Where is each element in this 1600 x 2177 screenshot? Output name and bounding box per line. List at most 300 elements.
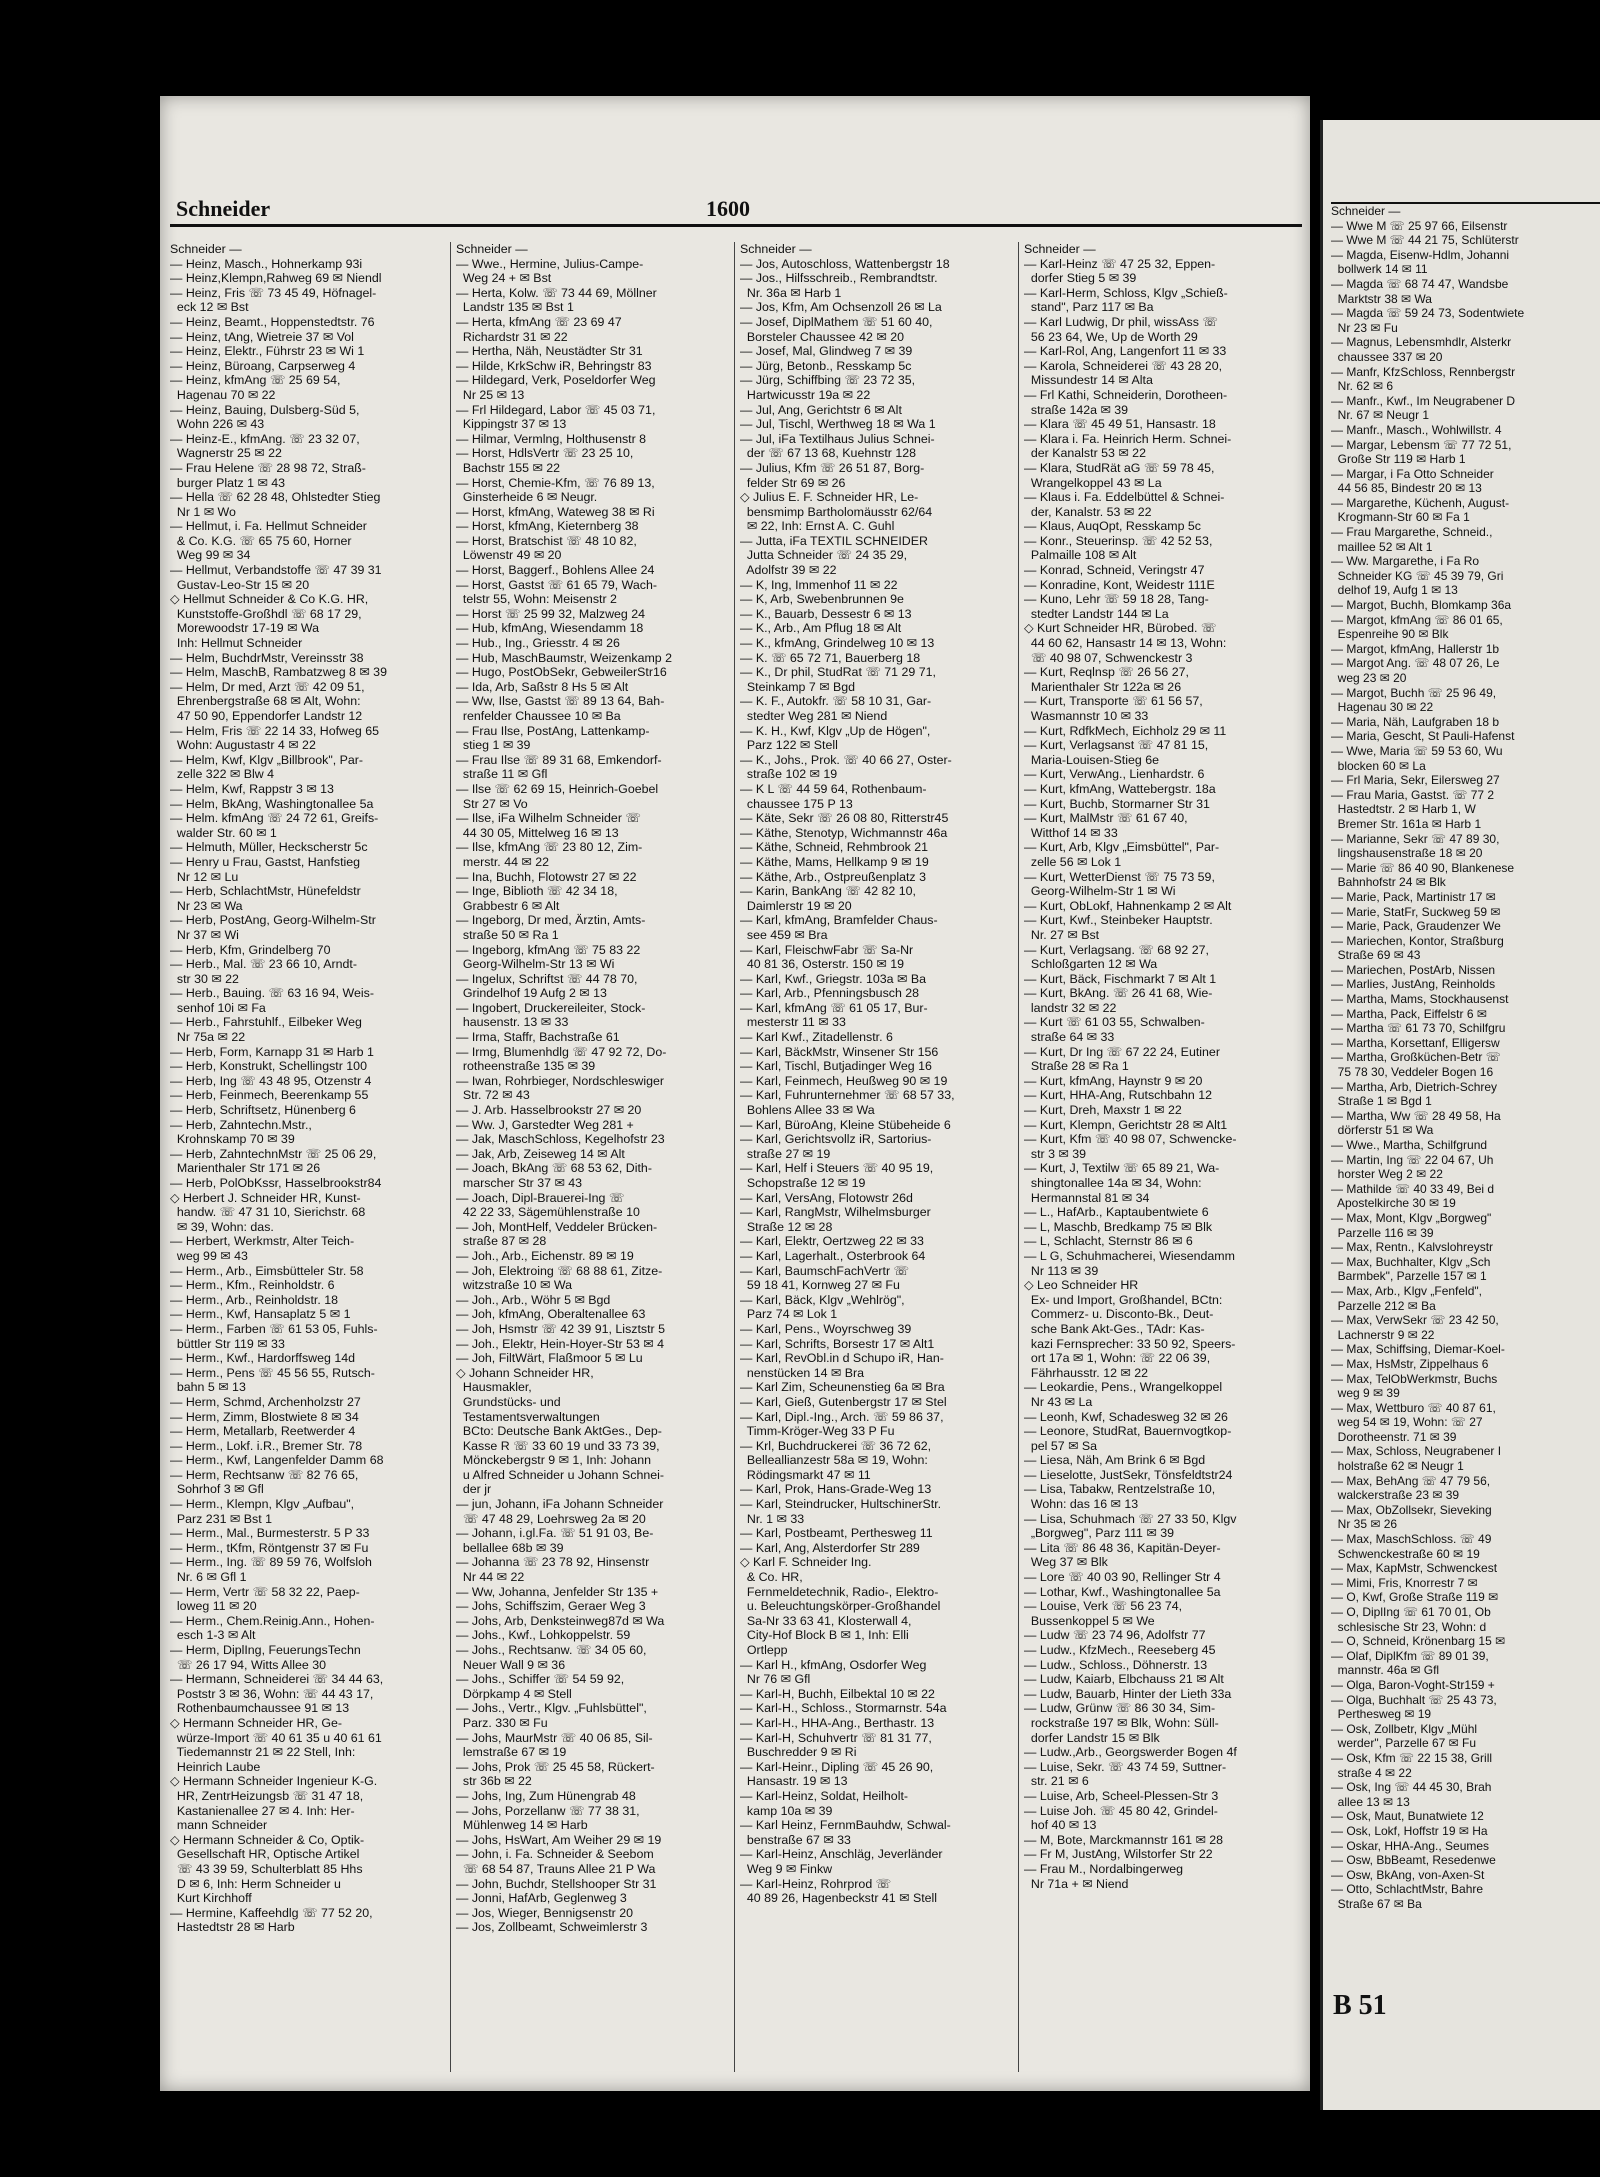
directory-entry: zelle 56 ✉ Lok 1 [1024, 854, 1122, 869]
directory-entry: — Helm, Kwf, Rappstr 3 ✉ 13 [170, 781, 334, 796]
directory-entry: — L., HafArb., Kaptaubentwiete 6 [1024, 1205, 1209, 1220]
directory-entry: — Jutta, iFa TEXTIL SCHNEIDER [740, 533, 928, 548]
header-rule [170, 224, 1302, 227]
directory-entry: dorfer Landstr 15 ✉ Blk [1024, 1730, 1160, 1745]
directory-entry: — Karl Heinz, FernmBauhdw, Schwal- [740, 1818, 951, 1833]
directory-entry: — Luise Joh. ☏ 45 80 42, Grindel- [1024, 1803, 1218, 1818]
directory-entry: — Lore ☏ 40 03 90, Rellinger Str 4 [1024, 1570, 1221, 1585]
directory-entry: Nr 75a ✉ 22 [170, 1030, 246, 1045]
directory-entry: ◇ Julius E. F. Schneider HR, Le- [740, 490, 919, 505]
directory-entry: ☏ 47 48 29, Loehrsweg 2a ✉ 20 [456, 1511, 646, 1526]
directory-entry: — Luise, Sekr. ☏ 43 74 59, Suttner- [1024, 1759, 1227, 1774]
directory-entry: — Max, Wettburo ☏ 40 87 61, [1331, 1400, 1496, 1415]
directory-entry: — Kurt, VerwAng., Lienhardstr. 6 [1024, 767, 1205, 782]
directory-entry: renfelder Chaussee 10 ✉ Ba [456, 709, 621, 723]
directory-entry: — Jul, iFa Textilhaus Julius Schnei- [740, 431, 935, 446]
directory-entry: str 30 ✉ 22 [170, 971, 239, 986]
directory-entry: Neuer Wall 9 ✉ 36 [456, 1657, 566, 1672]
directory-entry: — Joh, Elektroing ☏ 68 88 61, Zitze- [456, 1263, 663, 1278]
directory-entry: Fernmeldetechnik, Radio-, Elektro- [740, 1584, 939, 1599]
directory-entry: — L G, Schuhmacherei, Wiesendamm [1024, 1248, 1235, 1263]
directory-entry: — Kurt, Kfm ☏ 40 98 07, Schwencke- [1024, 1132, 1237, 1147]
directory-entry: Hastedtstr 28 ✉ Harb [170, 1920, 295, 1935]
directory-entry: — Kurt, J, Textilw ☏ 65 89 21, Wa- [1024, 1161, 1220, 1176]
directory-entry: — Martha, Pack, Eiffelstr 6 ✉ [1331, 1006, 1487, 1021]
directory-entry: — K. H., Kwf, Klgv „Up de Högen", [740, 723, 931, 738]
directory-entry: — Margot, kfmAng ☏ 86 01 65, [1331, 612, 1503, 627]
directory-entry: — Ilse, kfmAng ☏ 23 80 12, Zim- [456, 840, 643, 855]
directory-entry: Nr. 27 ✉ Bst [1024, 927, 1100, 942]
directory-entry: Marktstr 38 ✉ Wa [1331, 291, 1432, 306]
directory-entry: Jutta Schneider ☏ 24 35 29, [740, 548, 908, 563]
directory-entry: — L, Maschb, Bredkamp 75 ✉ Blk [1024, 1219, 1213, 1234]
directory-entry: — K., Arb., Am Pflug 18 ✉ Alt [740, 621, 902, 636]
directory-entry: rockstraße 197 ✉ Blk, Wohn: Süll- [1024, 1715, 1219, 1730]
directory-entry: eck 12 ✉ Bst [170, 300, 249, 315]
directory-entry: — Heinz, Fris ☏ 73 45 49, Höfnagel- [170, 285, 377, 300]
directory-entry: — Karl, Ang, Alsterdorfer Str 289 [740, 1540, 920, 1555]
directory-entry: ✉ 22, Inh: Ernst A. C. Guhl [740, 519, 895, 534]
directory-entry: Grindelhof 19 Aufg 2 ✉ 13 [456, 986, 607, 1001]
directory-entry: allee 13 ✉ 13 [1331, 1794, 1410, 1809]
directory-entry: — Jos., Hilfsschreib., Rembrandtstr. [740, 271, 938, 286]
directory-entry: stand", Parz 117 ✉ Ba [1024, 300, 1154, 315]
directory-entry: handw. ☏ 47 31 10, Sierichstr. 68 [170, 1205, 366, 1220]
directory-entry: — Joach, BkAng ☏ 68 53 62, Dith- [456, 1161, 652, 1176]
directory-entry: Kasse R ☏ 33 60 19 und 33 73 39, [456, 1438, 660, 1453]
directory-entry: — Herm., Kwf., Hardorffsweg 14d [170, 1351, 356, 1366]
directory-entry: — Karl Zim, Scheunenstieg 6a ✉ Bra [740, 1380, 945, 1395]
directory-entry: — Liesa, Näh, Am Brink 6 ✉ Bgd [1024, 1453, 1206, 1468]
directory-entry: — Julius, Kfm ☏ 26 51 87, Borg- [740, 460, 925, 475]
directory-entry: Weg 9 ✉ Finkw [740, 1861, 833, 1876]
directory-entry: — Herb, Konstrukt, Schellingstr 100 [170, 1059, 367, 1074]
directory-entry: — Herm., Chem.Reinig.Ann., Hohen- [170, 1613, 375, 1628]
directory-entry: — Henry u Frau, Gastst, Hanfstieg [170, 854, 361, 869]
directory-entry: Georg-Wilhelm-Str 13 ✉ Wi [456, 957, 615, 972]
directory-entry: — Hella ☏ 62 28 48, Ohlstedter Stieg [170, 490, 381, 505]
directory-entry: — Max, MaschSchloss. ☏ 49 [1331, 1532, 1492, 1547]
directory-entry: — Ww, Johanna, Jenfelder Str 135 + [456, 1584, 659, 1599]
directory-entry: — Heinz, Büroang, Carpserweg 4 [170, 358, 356, 373]
directory-entry: — Kurt, Transporte ☏ 61 56 57, [1024, 694, 1203, 709]
directory-entry: — Herb, PostAng, Georg-Wilhelm-Str [170, 913, 376, 928]
directory-entry: — Hub, MaschBaumstr, Weizenkamp 2 [456, 650, 673, 665]
directory-entry: chaussee 337 ✉ 20 [1331, 349, 1443, 364]
directory-entry: — Martha, Mams, Stockhausenst [1331, 992, 1509, 1007]
directory-entry: senhof 10i ✉ Fa [170, 1000, 266, 1015]
directory-entry: — Martha, Korsettanf, Elligersw [1331, 1035, 1500, 1050]
directory-entry: 56 23 64, We, Up de Worth 29 [1024, 329, 1198, 344]
directory-entry: — Marie ☏ 86 40 90, Blankenese [1331, 860, 1515, 875]
directory-entry: ort 17a ✉ 1, Wohn: ☏ 22 06 39, [1024, 1351, 1211, 1366]
directory-entry: — Max, Arb., Klgv „Fenfeld", [1331, 1283, 1482, 1298]
directory-entry: Grundstücks- und [456, 1394, 561, 1409]
directory-column-4 [1024, 242, 1298, 2082]
directory-entry: HR, ZentrHeizungsb ☏ 31 47 18, [170, 1788, 364, 1803]
directory-entry: — Hellmut, i. Fa. Hellmut Schneider [170, 519, 367, 534]
directory-entry: — Heinz, Elektr., Führstr 23 ✉ Wi 1 [170, 344, 365, 359]
directory-entry: — Ludw, Grünw ☏ 86 30 34, Sim- [1024, 1701, 1216, 1716]
directory-entry: — Inge, Biblioth ☏ 42 34 18, [456, 884, 618, 899]
directory-entry: — Olaf, DiplKfm ☏ 89 01 39, [1331, 1648, 1489, 1663]
directory-entry: Nr. 1 ✉ 33 [740, 1511, 805, 1526]
directory-entry: rotheenstraße 135 ✉ 39 [456, 1059, 596, 1074]
directory-entry: Buschredder 9 ✉ Ri [740, 1745, 857, 1760]
directory-entry: Bachstr 155 ✉ 22 [456, 460, 561, 475]
directory-entry: — Karl, Prok, Hans-Grade-Weg 13 [740, 1482, 932, 1497]
directory-entry: — Magnus, Lebensmhdlr, Alsterkr [1331, 335, 1512, 350]
directory-entry: — Horst, Baggerf., Bohlens Allee 24 [456, 563, 655, 578]
directory-entry: — Louise, Verk ☏ 56 23 74, [1024, 1599, 1183, 1614]
directory-entry: Nr 23 ✉ Fu [1331, 320, 1398, 335]
directory-entry: — Heinz, Bauing, Dulsberg-Süd 5, [170, 402, 360, 417]
directory-entry: Morewoodstr 17-19 ✉ Wa [170, 621, 320, 636]
directory-entry: Große Str 119 ✉ Harb 1 [1331, 452, 1466, 467]
directory-entry: — Herm., Arb., Reinholdstr. 18 [170, 1292, 339, 1307]
directory-entry: — Herm, DiplIng, FeuerungsTechn [170, 1643, 361, 1657]
directory-entry: weg 54 ✉ 19, Wohn: ☏ 27 [1331, 1415, 1483, 1430]
directory-entry: — Kurt, kfmAng, Haynstr 9 ✉ 20 [1024, 1073, 1203, 1088]
directory-entry: — Karl, Tischl, Butjadinger Weg 16 [740, 1059, 932, 1074]
directory-entry: — Ida, Arb, Saßstr 8 Hs 5 ✉ Alt [456, 679, 629, 694]
directory-entry: — Hermine, Kaffeehdlg ☏ 77 52 20, [170, 1905, 373, 1920]
directory-entry: — Herb, Zahntechn.Mstr., [170, 1117, 312, 1132]
column-divider [1018, 242, 1019, 2072]
directory-entry: — Jonni, HafArb, Geglenweg 3 [456, 1891, 627, 1906]
directory-entry: — Hugo, PostObSekr, GebweilerStr16 [456, 665, 667, 680]
directory-entry: holstraße 62 ✉ Neugr 1 [1331, 1459, 1464, 1474]
directory-entry: shingtonallee 14a ✉ 34, Wohn: [1024, 1176, 1202, 1190]
directory-entry: hof 40 ✉ 13 [1024, 1818, 1097, 1833]
directory-entry: — Helmuth, Müller, Heckscherstr 5c [170, 840, 368, 855]
directory-entry: felder Str 69 ✉ 26 [740, 475, 846, 490]
directory-entry: — Hildegard, Verk, Poseldorfer Weg [456, 373, 656, 388]
directory-entry: Straße 1 ✉ Bgd 1 [1331, 1094, 1432, 1109]
directory-entry: Marienthaler Str 122a ✉ 26 [1024, 679, 1182, 694]
directory-entry: — Marie, Pack, Martinistr 17 ✉ [1331, 889, 1496, 904]
directory-entry: Hausmakler, [456, 1380, 532, 1395]
directory-entry: — Osw, BbBeamt, Resedenwe [1331, 1853, 1496, 1868]
directory-entry: pel 57 ✉ Sa [1024, 1438, 1098, 1453]
directory-entry: — Fr M, JustAng, Wilstorfer Str 22 [1024, 1847, 1213, 1862]
directory-entry: — Herb, ZahntechnMstr ☏ 25 06 29, [170, 1146, 377, 1161]
directory-entry: — L, Schlacht, Sternstr 86 ✉ 6 [1024, 1234, 1193, 1249]
directory-entry: Dorotheenstr. 71 ✉ 39 [1331, 1429, 1457, 1444]
directory-entry: — Martha ☏ 61 73 70, Schilfgru [1331, 1021, 1506, 1036]
directory-entry: — K., Johs., Prok. ☏ 40 66 27, Oster- [740, 752, 952, 767]
directory-entry: — Joh, FiltWärt, Flaßmoor 5 ✉ Lu [456, 1351, 643, 1366]
directory-entry: lemstraße 67 ✉ 19 [456, 1745, 567, 1760]
directory-entry: — Irmg, Blumenhdlg ☏ 47 92 72, Do- [456, 1044, 667, 1059]
directory-entry: Wohn 226 ✉ 43 [170, 417, 265, 432]
directory-entry: Weg 99 ✉ 34 [170, 548, 251, 563]
directory-entry: — Herm., Kfm., Reinholdstr. 6 [170, 1278, 335, 1293]
directory-entry: — Johs, Schiffszim, Geraer Weg 3 [456, 1599, 646, 1614]
directory-column-3 [740, 242, 1014, 2082]
directory-entry: — Martha, Großküchen-Betr ☏ [1331, 1050, 1501, 1065]
directory-entry: — Maria, Näh, Laufgraben 18 b [1331, 714, 1500, 729]
directory-entry: Hansastr. 19 ✉ 13 [740, 1774, 848, 1789]
directory-entry: ◇ Hermann Schneider HR, Ge- [170, 1715, 343, 1730]
directory-entry: Schwenckestraße 60 ✉ 19 [1331, 1546, 1480, 1561]
directory-entry: — Joh, MontHelf, Veddeler Brücken- [456, 1219, 658, 1234]
directory-entry: Parzelle 116 ✉ 39 [1331, 1225, 1434, 1240]
directory-entry: — Jos, Wieger, Bennigsenstr 20 [456, 1905, 633, 1920]
directory-entry: — Herb., Bauing. ☏ 63 16 94, Weis- [170, 986, 374, 1001]
directory-entry: — Jürg, Schiffbing ☏ 23 72 35, [740, 373, 916, 388]
directory-entry: Hastedtstr. 2 ✉ Harb 1, W [1331, 802, 1476, 817]
directory-entry: — Kurt, WetterDienst ☏ 75 73 59, [1024, 869, 1215, 884]
directory-entry: — Herm, Metallarb, Reetwerder 4 [170, 1424, 356, 1439]
directory-entry: Marienthaler Str 171 ✉ 26 [170, 1161, 321, 1176]
directory-entry: — Oskar, HHA-Ang., Seumes [1331, 1838, 1490, 1853]
directory-entry: — Johanna ☏ 23 78 92, Hinsenstr [456, 1555, 650, 1570]
directory-entry: nenstücken 14 ✉ Bra [740, 1365, 865, 1380]
directory-entry: — Johs, MaurMstr ☏ 40 06 85, Sil- [456, 1730, 653, 1745]
directory-entry: 40 81 36, Osterstr. 150 ✉ 19 [740, 957, 904, 972]
directory-entry: der, Kanalstr. 53 ✉ 22 [1024, 504, 1152, 519]
directory-entry: Lachnerstr 9 ✉ 22 [1331, 1327, 1435, 1342]
column-divider [734, 242, 735, 2072]
directory-entry: — Karl-H., Schloss., Stormarnstr. 54a [740, 1701, 947, 1716]
directory-entry: Timm-Kröger-Weg 33 P Fu [740, 1424, 895, 1439]
directory-entry: — Johs, Arb, Denksteinweg87d ✉ Wa [456, 1613, 665, 1628]
directory-entry: — Johs., Schiffer ☏ 54 59 92, [456, 1672, 625, 1687]
directory-entry: — Helm, BuchdrMstr, Vereinsstr 38 [170, 650, 364, 665]
directory-entry: — K. F., Autokfr. ☏ 58 10 31, Gar- [740, 694, 932, 709]
directory-entry: ◇ Hermann Schneider Ingenieur K-G. [170, 1774, 378, 1789]
directory-entry: — Ww. J, Garstedter Weg 281 + [456, 1117, 634, 1132]
directory-entry: — Frau Ilse ☏ 89 31 68, Emkendorf- [456, 752, 662, 767]
directory-entry: Wrangelkoppel 43 ✉ La [1024, 475, 1162, 490]
column-head: Schneider — [1331, 204, 1401, 218]
directory-entry: — Osk, Lokf, Hoffstr 19 ✉ Ha [1331, 1823, 1488, 1838]
directory-entry: — Kurt, MalMstr ☏ 61 67 40, [1024, 811, 1188, 826]
directory-entry: — Karl Ludwig, Dr phil, wissAss ☏ [1024, 314, 1218, 329]
directory-entry: — Käte, Sekr ☏ 26 08 80, Ritterstr45 [740, 811, 949, 826]
directory-entry: — Max, VerwSekr ☏ 23 42 50, [1331, 1313, 1499, 1328]
directory-entry: — Karl, Fuhrunternehmer ☏ 68 57 33, [740, 1088, 955, 1103]
directory-entry: dorfer Stieg 5 ✉ 39 [1024, 271, 1137, 286]
directory-entry: — Herb, PolObKssr, Hasselbrookstr84 [170, 1176, 382, 1190]
directory-entry: Wohn: Augustastr 4 ✉ 22 [170, 738, 316, 753]
directory-entry: Nr. 36a ✉ Harb 1 [740, 285, 842, 300]
directory-entry: — Wwe., Martha, Schilfgrund [1331, 1138, 1488, 1152]
directory-entry: straße 142a ✉ 39 [1024, 402, 1129, 417]
directory-entry: — Max, KapMstr, Schwenckest [1331, 1561, 1498, 1576]
directory-entry: — Hermann, Schneiderei ☏ 34 44 63, [170, 1672, 384, 1687]
directory-entry: — Lisa, Schuhmach ☏ 27 33 50, Klgv [1024, 1511, 1237, 1526]
directory-entry: ☏ 40 98 07, Schwenckestr 3 [1024, 650, 1193, 665]
directory-entry: — Herm., Arb., Eimsbütteler Str. 58 [170, 1263, 364, 1278]
directory-entry: — Herb, Form, Karnapp 31 ✉ Harb 1 [170, 1044, 374, 1059]
directory-entry: bahn 5 ✉ 13 [170, 1380, 246, 1395]
directory-entry: — Karl, RevObl.in d Schupo iR, Han- [740, 1351, 944, 1366]
directory-entry: Parz. 330 ✉ Fu [456, 1715, 548, 1730]
directory-entry: Ortlepp [740, 1643, 788, 1657]
directory-entry: — Max, HsMstr, Zippelhaus 6 [1331, 1356, 1489, 1371]
directory-entry: Parz 74 ✉ Lok 1 [740, 1307, 838, 1322]
directory-entry: — Ludw ☏ 23 74 96, Adolfstr 77 [1024, 1628, 1206, 1643]
directory-entry: Grabbestr 6 ✉ Alt [456, 898, 560, 913]
directory-entry: — Olga, Baron-Voght-Str159 + [1331, 1677, 1495, 1692]
column-head: Schneider — [740, 242, 812, 256]
directory-entry: — Ingelux, Schriftst ☏ 44 78 70, [456, 971, 638, 986]
directory-entry: — Helm, Dr med, Arzt ☏ 42 09 51, [170, 679, 365, 694]
directory-entry: — Joh, Hsmstr ☏ 42 39 91, Lisztstr 5 [456, 1321, 665, 1336]
directory-entry: — Herm, Rechtsanw ☏ 82 76 65, [170, 1467, 359, 1482]
directory-column-2 [456, 242, 730, 2082]
directory-entry: — Mariechen, PostArb, Nissen [1331, 962, 1496, 977]
directory-entry: — Heinz, tAng, Wietreie 37 ✉ Vol [170, 329, 354, 344]
directory-entry: — Margot Ang. ☏ 48 07 26, Le [1331, 656, 1500, 671]
directory-entry: — Karl, Dipl.-Ing., Arch. ☏ 59 86 37, [740, 1409, 944, 1424]
directory-entry: Missundestr 14 ✉ Alta [1024, 373, 1153, 388]
directory-entry: esch 1-3 ✉ Alt [170, 1628, 256, 1643]
directory-entry: Bussenkoppel 5 ✉ We [1024, 1613, 1155, 1628]
directory-entry: 42 22 33, Sägemühlenstraße 10 [456, 1205, 640, 1220]
directory-entry: werder", Parzelle 67 ✉ Fu [1331, 1736, 1477, 1751]
directory-column-1 [170, 242, 444, 2082]
page-header [166, 196, 1300, 226]
directory-entry: — Herm., Klempn, Klgv „Aufbau", [170, 1497, 355, 1512]
directory-entry: — Frl Kathi, Schneiderin, Dorotheen- [1024, 387, 1228, 402]
directory-entry: — Joh, kfmAng, Oberaltenallee 63 [456, 1307, 646, 1322]
directory-entry: — Kurt, kfmAng, Wattebergstr. 18a [1024, 781, 1216, 796]
directory-entry: str 3 ✉ 39 [1024, 1146, 1087, 1161]
directory-entry: — Kurt, Dr Ing ☏ 67 22 24, Eutiner [1024, 1044, 1220, 1059]
directory-entry: — Kurt, ObLokf, Hahnenkamp 2 ✉ Alt [1024, 898, 1232, 913]
directory-entry: — Leonore, StudRat, Bauernvogtkop- [1024, 1424, 1232, 1439]
directory-entry: Hagenau 70 ✉ 22 [170, 387, 276, 402]
directory-entry: telstr 55, Wohn: Meisenstr 2 [456, 592, 617, 607]
directory-entry: Daimlerstr 19 ✉ 20 [740, 898, 852, 913]
directory-entry: — Lisa, Tabakw, Rentzelstraße 10, [1024, 1482, 1216, 1497]
directory-entry: Bremer Str. 161a ✉ Harb 1 [1331, 816, 1482, 831]
directory-entry: — Herm., Farben ☏ 61 53 05, Fuhls- [170, 1321, 378, 1336]
directory-entry: — Horst, Gastst ☏ 61 65 79, Wach- [456, 577, 657, 592]
directory-entry: — Ilse ☏ 62 69 15, Heinrich-Goebel [456, 781, 659, 796]
directory-entry: loweg 11 ✉ 20 [170, 1599, 257, 1614]
directory-entry: Ehrenbergstraße 68 ✉ Alt, Wohn: [170, 694, 361, 709]
directory-entry: — K., kfmAng, Grindelweg 10 ✉ 13 [740, 636, 935, 651]
directory-entry: — Manfr., Masch., Wohlwillstr. 4 [1331, 422, 1502, 437]
directory-entry: — Joh., Arb., Wöhr 5 ✉ Bgd [456, 1292, 611, 1307]
directory-entry: — Herb, Feinmech, Beerenkamp 55 [170, 1088, 369, 1103]
directory-entry: Nr 76 ✉ Gfl [740, 1672, 811, 1687]
directory-entry: weg 9 ✉ 39 [1331, 1386, 1400, 1401]
directory-entry: — Osk, Ing ☏ 44 45 30, Brah [1331, 1780, 1492, 1795]
directory-entry: maillee 52 ✉ Alt 1 [1331, 539, 1433, 554]
directory-entry: — Wwe., Hermine, Julius-Campe- [456, 256, 644, 271]
directory-entry: horster Weg 2 ✉ 22 [1331, 1167, 1443, 1182]
directory-entry: 44 60 62, Hansastr 14 ✉ 13, Wohn: [1024, 636, 1227, 651]
directory-entry: Maria-Louisen-Stieg 6e [1024, 752, 1159, 767]
directory-entry: straße 87 ✉ 28 [456, 1234, 547, 1249]
directory-entry: BCto: Deutsche Bank AktGes., Dep- [456, 1424, 662, 1439]
directory-entry: — Frl Hildegard, Labor ☏ 45 03 71, [456, 402, 656, 417]
directory-entry: — Lothar, Kwf., Washingtonallee 5a [1024, 1584, 1221, 1599]
directory-entry: Nr 43 ✉ La [1024, 1394, 1093, 1409]
directory-entry: würze-Import ☏ 40 61 35 u 40 61 61 [170, 1730, 382, 1745]
directory-entry: — Herm., Mal., Burmesterstr. 5 P 33 [170, 1526, 370, 1541]
directory-entry: — Manfr, KfzSchloss, Rennbergstr [1331, 364, 1516, 379]
directory-entry: — Jul, Tischl, Werthweg 18 ✉ Wa 1 [740, 417, 936, 432]
directory-entry: — Ludw., Schloss., Döhnerstr. 13 [1024, 1657, 1208, 1672]
directory-entry: Mönckebergstr 9 ✉ 1, Inh: Johann [456, 1453, 651, 1468]
directory-entry: — Klara ☏ 45 49 51, Hansastr. 18 [1024, 417, 1216, 432]
directory-entry: 47 50 90, Eppendorfer Landstr 12 [170, 709, 363, 723]
column-head: Schneider — [170, 242, 242, 256]
directory-entry: Commerz- u. Disconto-Bk., Deut- [1024, 1307, 1214, 1322]
directory-entry: stedter Landstr 144 ✉ La [1024, 606, 1169, 621]
directory-entry: — Luise, Arb, Scheel-Plessen-Str 3 [1024, 1788, 1219, 1803]
directory-entry: — Joh., Elektr, Hein-Hoyer-Str 53 ✉ 4 [456, 1336, 665, 1351]
directory-entry: Nr 113 ✉ 39 [1024, 1263, 1099, 1278]
directory-entry: — Karl, Gieß, Gutenbergstr 17 ✉ Stel [740, 1394, 947, 1409]
directory-entry: walckerstraße 23 ✉ 39 [1331, 1488, 1460, 1503]
directory-entry: — Helm, Fris ☏ 22 14 33, Hofweg 65 [170, 723, 380, 738]
directory-entry: — Karl, Elektr, Oertzweg 22 ✉ 33 [740, 1234, 924, 1249]
directory-entry: — Karl, Steindrucker, HultschinerStr. [740, 1497, 942, 1512]
directory-entry: Landstr 135 ✉ Bst 1 [456, 300, 574, 315]
directory-entry: Weg 24 + ✉ Bst [456, 271, 552, 286]
directory-entry: — Margar, Lebensm ☏ 77 72 51, [1331, 437, 1512, 452]
directory-entry: Rödingsmarkt 47 ✉ 11 [740, 1467, 871, 1482]
directory-entry: Mühlenweg 14 ✉ Harb [456, 1818, 588, 1833]
directory-entry: — Heinz, Masch., Hohnerkamp 93i [170, 256, 363, 271]
directory-entry: Rothenbaumchaussee 91 ✉ 13 [170, 1701, 350, 1716]
directory-entry: bensmimp Bartholomäusstr 62/64 [740, 504, 933, 519]
directory-entry: — Wwe M ☏ 25 97 66, Eilsenstr [1331, 218, 1508, 233]
directory-entry: Nr 35 ✉ 26 [1331, 1517, 1398, 1532]
directory-entry: — Karl, BäckMstr, Winsener Str 156 [740, 1044, 939, 1059]
directory-entry: — Karl, Bäck, Klgv „Wehlrög", [740, 1292, 905, 1307]
directory-entry: — Heinz, kfmAng ☏ 25 69 54, [170, 373, 341, 388]
directory-entry: — Leokardie, Pens., Wrangelkoppel [1024, 1380, 1223, 1395]
directory-entry: ☏ 68 54 87, Trauns Allee 21 P Wa [456, 1861, 656, 1876]
directory-entry: Richardstr 31 ✉ 22 [456, 329, 568, 344]
directory-entry: — K L ☏ 44 59 64, Rothenbaum- [740, 781, 927, 796]
directory-entry: — Marlies, JustAng, Reinholds [1331, 977, 1496, 992]
directory-entry: & Co. HR, [740, 1570, 803, 1585]
directory-entry: — Karl-Heinr., Dipling ☏ 45 26 90, [740, 1759, 934, 1774]
directory-entry: mesterstr 11 ✉ 33 [740, 1015, 846, 1030]
directory-entry: Krohnskamp 70 ✉ 39 [170, 1132, 295, 1147]
directory-entry: — Käthe, Mams, Hellkamp 9 ✉ 19 [740, 854, 929, 869]
directory-entry: — Kurt, Bäck, Fischmarkt 7 ✉ Alt 1 [1024, 971, 1217, 986]
directory-entry: — Klaus i. Fa. Eddelbüttel & Schnei- [1024, 490, 1225, 505]
directory-entry: — Leonh, Kwf, Schadesweg 32 ✉ 26 [1024, 1409, 1228, 1424]
directory-entry: Schloßgarten 12 ✉ Wa [1024, 957, 1158, 972]
directory-entry: — Horst ☏ 25 99 32, Malzweg 24 [456, 606, 646, 621]
directory-entry: — Herb, Ing ☏ 43 48 95, Otzenstr 4 [170, 1073, 372, 1088]
directory-entry: see 459 ✉ Bra [740, 927, 828, 942]
directory-entry: — Ingeborg, kfmAng ☏ 75 83 22 [456, 942, 641, 957]
directory-entry: ☏ 43 39 59, Schulterblatt 85 Hhs [170, 1861, 363, 1876]
directory-entry: Straße 69 ✉ 43 [1331, 948, 1421, 963]
directory-entry: — Martha, Ww ☏ 28 49 58, Ha [1331, 1108, 1501, 1123]
directory-page [160, 96, 1310, 2091]
directory-entry: delhof 19, Aufg 1 ✉ 13 [1331, 583, 1458, 598]
directory-entry: — Karl-Rol, Ang, Langenfort 11 ✉ 33 [1024, 344, 1227, 359]
directory-entry: — Jul, Ang, Gerichtstr 6 ✉ Alt [740, 402, 902, 417]
directory-entry: — Max, Schloss, Neugrabener I [1331, 1444, 1502, 1459]
directory-entry: Nr. 6 ✉ Gfl 1 [170, 1570, 247, 1585]
directory-entry: & Co. K.G. ☏ 65 75 60, Horner [170, 533, 352, 548]
directory-entry: — Osw, BkAng, von-Axen-St [1331, 1867, 1485, 1882]
